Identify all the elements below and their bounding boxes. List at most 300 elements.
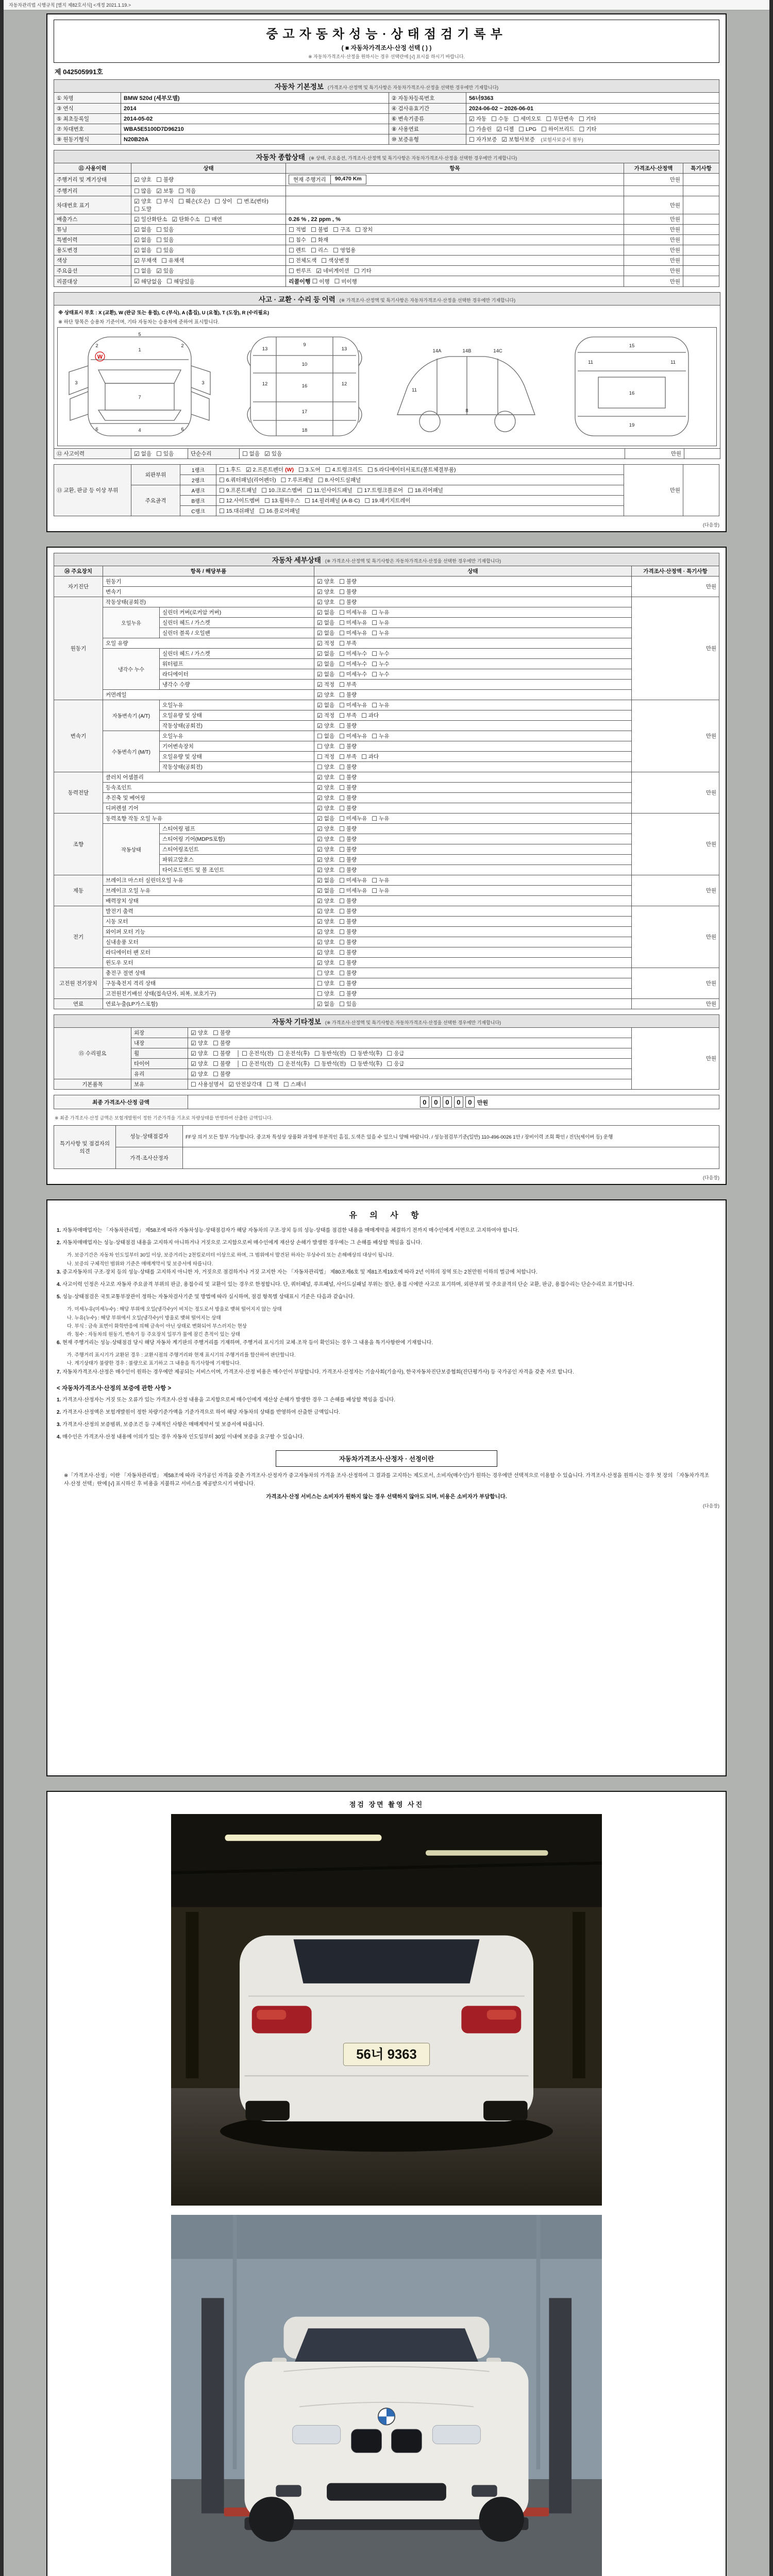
checkbox-icon[interactable]: ☑: [317, 959, 323, 967]
checkbox-option[interactable]: [213, 1060, 230, 1067]
checkbox-icon[interactable]: ☑: [316, 267, 322, 275]
checkbox-icon[interactable]: ☑: [317, 835, 323, 843]
checkbox-icon[interactable]: ☐: [166, 278, 173, 285]
checkbox-icon[interactable]: ☐: [372, 815, 378, 822]
checkbox-option[interactable]: [317, 598, 334, 606]
checkbox-option[interactable]: [316, 267, 349, 275]
checkbox-option[interactable]: [339, 722, 357, 730]
checkbox-option[interactable]: [339, 753, 357, 760]
checkbox-option[interactable]: [339, 773, 357, 781]
checkbox-icon[interactable]: ☑: [317, 918, 323, 925]
checkbox-option[interactable]: [161, 257, 184, 264]
checkbox-icon[interactable]: ☐: [518, 125, 525, 133]
checkbox-option[interactable]: [339, 701, 367, 709]
checkbox-option[interactable]: [219, 497, 260, 504]
checkbox-icon[interactable]: ☑: [156, 267, 162, 275]
checkbox-icon[interactable]: ☐: [333, 226, 339, 233]
checkbox-option[interactable]: [317, 928, 334, 936]
checkbox-option[interactable]: [339, 742, 357, 750]
checkbox-icon[interactable]: ☑: [317, 650, 323, 657]
checkbox-icon[interactable]: ☐: [213, 1060, 219, 1067]
checkbox-option[interactable]: [213, 1039, 230, 1047]
checkbox-icon[interactable]: ☑: [317, 701, 323, 709]
checkbox-option[interactable]: [172, 215, 199, 223]
checkbox-option[interactable]: [311, 236, 328, 244]
checkbox-icon[interactable]: ☑: [317, 804, 323, 812]
checkbox-option[interactable]: [317, 815, 334, 822]
checkbox-option[interactable]: [156, 187, 174, 195]
checkbox-option[interactable]: [278, 1060, 309, 1067]
checkbox-option[interactable]: [134, 187, 152, 195]
checkbox-icon[interactable]: ☑: [317, 938, 323, 946]
checkbox-icon[interactable]: ☑: [172, 215, 178, 223]
checkbox-icon[interactable]: ☑: [134, 176, 140, 183]
checkbox-option[interactable]: [317, 701, 334, 709]
checkbox-icon[interactable]: ☐: [339, 835, 345, 843]
checkbox-icon[interactable]: ☑: [317, 691, 323, 699]
checkbox-icon[interactable]: ☐: [339, 670, 345, 678]
checkbox-option[interactable]: [261, 486, 302, 494]
checkbox-option[interactable]: [469, 115, 486, 123]
checkbox-option[interactable]: [317, 670, 334, 678]
checkbox-icon[interactable]: ☐: [259, 507, 265, 515]
checkbox-option[interactable]: [339, 835, 357, 843]
checkbox-option[interactable]: [213, 1029, 230, 1037]
checkbox-option[interactable]: [339, 804, 357, 812]
checkbox-icon[interactable]: ☐: [317, 763, 323, 771]
checkbox-option[interactable]: [364, 497, 410, 504]
checkbox-icon[interactable]: ☐: [339, 897, 345, 905]
checkbox-icon[interactable]: ☐: [372, 619, 378, 626]
checkbox-icon[interactable]: ☑: [317, 608, 323, 616]
checkbox-option[interactable]: [372, 815, 389, 822]
checkbox-option[interactable]: [317, 763, 334, 771]
checkbox-option[interactable]: [317, 959, 334, 967]
checkbox-option[interactable]: [333, 246, 356, 254]
checkbox-option[interactable]: [317, 722, 334, 730]
checkbox-option[interactable]: [283, 1080, 306, 1088]
checkbox-icon[interactable]: ☑: [134, 246, 140, 254]
checkbox-icon[interactable]: ☐: [280, 476, 287, 484]
checkbox-option[interactable]: [191, 1060, 208, 1067]
checkbox-option[interactable]: [134, 197, 152, 205]
checkbox-icon[interactable]: ☐: [339, 959, 345, 967]
checkbox-icon[interactable]: ☐: [546, 115, 552, 123]
checkbox-icon[interactable]: ☑: [317, 722, 323, 730]
checkbox-icon[interactable]: ☐: [350, 1049, 356, 1057]
checkbox-icon[interactable]: ☐: [242, 1049, 247, 1057]
checkbox-icon[interactable]: ☐: [339, 742, 345, 750]
checkbox-icon[interactable]: ☐: [339, 639, 345, 647]
checkbox-icon[interactable]: ☐: [339, 629, 345, 637]
checkbox-icon[interactable]: ☐: [372, 887, 378, 894]
checkbox-icon[interactable]: ☐: [213, 1039, 219, 1047]
checkbox-option[interactable]: [213, 1070, 230, 1078]
checkbox-option[interactable]: [317, 588, 334, 596]
checkbox-icon[interactable]: ☐: [219, 466, 225, 473]
checkbox-option[interactable]: [278, 1049, 309, 1057]
checkbox-icon[interactable]: ☐: [298, 466, 304, 473]
checkbox-icon[interactable]: ☐: [339, 928, 345, 936]
checkbox-icon[interactable]: ☐: [339, 773, 345, 781]
checkbox-icon[interactable]: ☐: [339, 753, 345, 760]
checkbox-icon[interactable]: ☐: [314, 1049, 320, 1057]
checkbox-option[interactable]: [205, 215, 222, 223]
checkbox-icon[interactable]: ☑: [134, 257, 140, 264]
checkbox-icon[interactable]: ☐: [339, 701, 345, 709]
checkbox-icon[interactable]: ☑: [317, 794, 323, 802]
checkbox-option[interactable]: [339, 897, 357, 905]
checkbox-icon[interactable]: ☐: [339, 845, 345, 853]
checkbox-icon[interactable]: ☑: [156, 187, 162, 195]
checkbox-option[interactable]: [191, 1070, 208, 1078]
checkbox-icon[interactable]: ☐: [325, 466, 331, 473]
checkbox-option[interactable]: [317, 639, 334, 647]
checkbox-icon[interactable]: ☐: [156, 226, 162, 233]
checkbox-icon[interactable]: ☐: [334, 278, 340, 285]
checkbox-option[interactable]: [339, 629, 367, 637]
checkbox-icon[interactable]: ☑: [317, 773, 323, 781]
checkbox-icon[interactable]: ☐: [339, 784, 345, 791]
checkbox-option[interactable]: [134, 215, 167, 223]
checkbox-option[interactable]: [317, 784, 334, 791]
checkbox-icon[interactable]: ☑: [317, 897, 323, 905]
checkbox-icon[interactable]: ☐: [305, 497, 310, 504]
checkbox-option[interactable]: [339, 825, 357, 833]
checkbox-option[interactable]: [372, 701, 389, 709]
checkbox-icon[interactable]: ☐: [321, 257, 327, 264]
checkbox-option[interactable]: [339, 938, 357, 946]
checkbox-option[interactable]: [367, 466, 456, 473]
checkbox-option[interactable]: [350, 1049, 382, 1057]
checkbox-icon[interactable]: ☐: [386, 1060, 393, 1067]
checkbox-option[interactable]: [191, 1039, 208, 1047]
checkbox-option[interactable]: [325, 466, 363, 473]
checkbox-icon[interactable]: ☐: [289, 257, 294, 264]
checkbox-option[interactable]: [134, 267, 152, 275]
checkbox-option[interactable]: [246, 466, 294, 473]
checkbox-option[interactable]: [339, 959, 357, 967]
checkbox-option[interactable]: [372, 670, 389, 678]
checkbox-icon[interactable]: ☐: [134, 187, 140, 195]
checkbox-icon[interactable]: ☐: [311, 236, 316, 244]
checkbox-option[interactable]: [134, 278, 162, 285]
checkbox-option[interactable]: [339, 660, 367, 668]
checkbox-icon[interactable]: ☐: [469, 135, 475, 143]
checkbox-icon[interactable]: ☐: [372, 608, 378, 616]
checkbox-icon[interactable]: ☑: [317, 825, 323, 833]
checkbox-option[interactable]: [334, 278, 357, 285]
checkbox-icon[interactable]: ☑: [317, 711, 323, 719]
checkbox-option[interactable]: [339, 1000, 357, 1008]
checkbox-icon[interactable]: ☑: [228, 1080, 234, 1088]
checkbox-icon[interactable]: ☑: [317, 948, 323, 956]
checkbox-icon[interactable]: ☑: [317, 815, 323, 822]
checkbox-option[interactable]: [317, 578, 334, 585]
checkbox-icon[interactable]: ☐: [339, 681, 345, 688]
checkbox-option[interactable]: [156, 450, 174, 457]
checkbox-option[interactable]: [339, 670, 367, 678]
checkbox-option[interactable]: [317, 990, 334, 997]
checkbox-option[interactable]: [317, 732, 334, 740]
checkbox-icon[interactable]: ☑: [317, 784, 323, 791]
checkbox-option[interactable]: [317, 969, 334, 977]
checkbox-option[interactable]: [361, 753, 379, 760]
checkbox-icon[interactable]: ☑: [317, 639, 323, 647]
checkbox-icon[interactable]: ☐: [317, 742, 323, 750]
checkbox-option[interactable]: [317, 691, 334, 699]
checkbox-icon[interactable]: ☐: [204, 215, 210, 223]
checkbox-option[interactable]: [317, 866, 334, 874]
checkbox-option[interactable]: [372, 629, 389, 637]
checkbox-icon[interactable]: ☐: [289, 267, 294, 275]
checkbox-icon[interactable]: ☐: [339, 938, 345, 946]
checkbox-icon[interactable]: ☐: [242, 1060, 247, 1067]
checkbox-option[interactable]: [317, 918, 334, 925]
checkbox-icon[interactable]: ☐: [372, 732, 378, 740]
checkbox-option[interactable]: [387, 1060, 405, 1067]
checkbox-icon[interactable]: ☐: [339, 856, 345, 863]
checkbox-option[interactable]: [339, 794, 357, 802]
checkbox-option[interactable]: [339, 918, 357, 925]
checkbox-icon[interactable]: ☑: [317, 670, 323, 678]
checkbox-option[interactable]: [312, 278, 330, 285]
checkbox-icon[interactable]: ☑: [264, 450, 270, 457]
checkbox-option[interactable]: [317, 825, 334, 833]
checkbox-option[interactable]: [289, 257, 316, 264]
checkbox-option[interactable]: [317, 794, 334, 802]
checkbox-icon[interactable]: ☑: [317, 866, 323, 874]
checkbox-option[interactable]: [339, 784, 357, 791]
checkbox-icon[interactable]: ☐: [513, 115, 519, 123]
checkbox-option[interactable]: [317, 845, 334, 853]
checkbox-option[interactable]: [281, 476, 313, 484]
checkbox-icon[interactable]: ☑: [317, 876, 323, 884]
checkbox-icon[interactable]: ☐: [372, 629, 378, 637]
checkbox-option[interactable]: [339, 711, 357, 719]
checkbox-option[interactable]: [491, 115, 509, 123]
checkbox-option[interactable]: [496, 125, 514, 133]
checkbox-option[interactable]: [264, 450, 282, 457]
checkbox-option[interactable]: [156, 226, 174, 233]
checkbox-icon[interactable]: ☐: [339, 763, 345, 771]
checkbox-icon[interactable]: ☑: [191, 1039, 196, 1047]
checkbox-option[interactable]: [317, 660, 334, 668]
checkbox-icon[interactable]: ☐: [339, 990, 345, 997]
checkbox-icon[interactable]: ☐: [339, 711, 345, 719]
checkbox-icon[interactable]: ☑: [501, 135, 508, 143]
checkbox-option[interactable]: [314, 1049, 346, 1057]
checkbox-option[interactable]: [317, 804, 334, 812]
checkbox-icon[interactable]: ☐: [339, 866, 345, 874]
checkbox-option[interactable]: [314, 1060, 346, 1067]
checkbox-icon[interactable]: ☐: [339, 722, 345, 730]
checkbox-option[interactable]: [242, 1060, 273, 1067]
checkbox-icon[interactable]: ☐: [339, 876, 345, 884]
checkbox-icon[interactable]: ☐: [339, 650, 345, 657]
checkbox-option[interactable]: [317, 681, 334, 688]
checkbox-icon[interactable]: ☐: [339, 608, 345, 616]
checkbox-icon[interactable]: ☐: [339, 1000, 345, 1008]
checkbox-option[interactable]: [156, 267, 174, 275]
checkbox-option[interactable]: [178, 197, 210, 205]
checkbox-option[interactable]: [134, 226, 152, 233]
checkbox-option[interactable]: [541, 125, 574, 133]
checkbox-icon[interactable]: ☐: [214, 197, 221, 205]
checkbox-option[interactable]: [387, 1049, 405, 1057]
checkbox-icon[interactable]: ☑: [317, 598, 323, 606]
checkbox-icon[interactable]: ☐: [317, 990, 323, 997]
checkbox-option[interactable]: [339, 948, 357, 956]
checkbox-icon[interactable]: ☐: [156, 197, 162, 205]
checkbox-icon[interactable]: ☐: [317, 753, 323, 760]
checkbox-icon[interactable]: ☐: [372, 701, 378, 709]
checkbox-icon[interactable]: ☑: [134, 236, 140, 244]
checkbox-option[interactable]: [134, 176, 152, 183]
checkbox-icon[interactable]: ☐: [311, 246, 316, 254]
checkbox-option[interactable]: [242, 450, 260, 457]
checkbox-option[interactable]: [339, 691, 357, 699]
checkbox-icon[interactable]: ☐: [264, 497, 270, 504]
checkbox-icon[interactable]: ☐: [219, 476, 225, 484]
checkbox-icon[interactable]: ☐: [178, 187, 184, 195]
checkbox-option[interactable]: [317, 711, 334, 719]
checkbox-option[interactable]: [579, 125, 597, 133]
checkbox-option[interactable]: [372, 619, 389, 626]
checkbox-option[interactable]: [339, 969, 357, 977]
checkbox-icon[interactable]: ☑: [317, 660, 323, 668]
checkbox-option[interactable]: [333, 226, 350, 233]
checkbox-icon[interactable]: ☐: [134, 205, 140, 213]
checkbox-option[interactable]: [317, 753, 334, 760]
checkbox-option[interactable]: [191, 1029, 208, 1037]
checkbox-icon[interactable]: ☐: [219, 497, 225, 504]
checkbox-icon[interactable]: ☑: [317, 907, 323, 915]
checkbox-option[interactable]: [339, 866, 357, 874]
checkbox-icon[interactable]: ☐: [156, 450, 162, 457]
checkbox-icon[interactable]: ☐: [339, 815, 345, 822]
checkbox-icon[interactable]: ☐: [578, 115, 584, 123]
checkbox-icon[interactable]: ☐: [350, 1060, 356, 1067]
checkbox-option[interactable]: [339, 639, 357, 647]
checkbox-icon[interactable]: ☐: [367, 466, 373, 473]
checkbox-option[interactable]: [242, 1049, 273, 1057]
checkbox-option[interactable]: [317, 856, 334, 863]
checkbox-option[interactable]: [317, 773, 334, 781]
checkbox-icon[interactable]: ☑: [191, 1049, 196, 1057]
checkbox-option[interactable]: [178, 187, 196, 195]
checkbox-option[interactable]: [339, 608, 367, 616]
checkbox-icon[interactable]: ☐: [357, 486, 363, 494]
checkbox-option[interactable]: [317, 948, 334, 956]
checkbox-option[interactable]: [191, 1049, 208, 1057]
checkbox-option[interactable]: [317, 938, 334, 946]
checkbox-option[interactable]: [339, 928, 357, 936]
checkbox-option[interactable]: [134, 236, 152, 244]
checkbox-icon[interactable]: ☐: [339, 691, 345, 699]
checkbox-option[interactable]: [579, 115, 596, 123]
checkbox-icon[interactable]: ☐: [317, 732, 323, 740]
checkbox-option[interactable]: [408, 486, 443, 494]
checkbox-icon[interactable]: ☐: [156, 236, 162, 244]
checkbox-option[interactable]: [317, 907, 334, 915]
checkbox-icon[interactable]: ☑: [317, 1000, 323, 1008]
checkbox-option[interactable]: [372, 608, 389, 616]
checkbox-option[interactable]: [355, 226, 373, 233]
checkbox-icon[interactable]: ☐: [491, 115, 497, 123]
checkbox-icon[interactable]: ☐: [579, 125, 585, 133]
checkbox-icon[interactable]: ☐: [261, 486, 267, 494]
checkbox-icon[interactable]: ☐: [339, 588, 345, 596]
checkbox-option[interactable]: [372, 876, 389, 884]
checkbox-icon[interactable]: ☐: [156, 176, 162, 183]
checkbox-icon[interactable]: ☐: [408, 486, 413, 494]
checkbox-icon[interactable]: ☐: [361, 753, 367, 760]
checkbox-option[interactable]: [372, 887, 389, 894]
checkbox-option[interactable]: [219, 507, 255, 515]
checkbox-icon[interactable]: ☑: [191, 1029, 196, 1037]
checkbox-option[interactable]: [318, 476, 361, 484]
checkbox-option[interactable]: [339, 979, 357, 987]
checkbox-icon[interactable]: ☐: [339, 969, 345, 977]
checkbox-icon[interactable]: ☐: [307, 486, 313, 494]
checkbox-icon[interactable]: ☐: [469, 125, 475, 133]
checkbox-icon[interactable]: ☐: [178, 197, 184, 205]
checkbox-icon[interactable]: ☐: [237, 197, 243, 205]
checkbox-option[interactable]: [317, 835, 334, 843]
price-survey-select[interactable]: ( ■ 자동차가격조사·산정 선택 ( ) ): [341, 44, 432, 52]
checkbox-icon[interactable]: ☐: [339, 660, 345, 668]
checkbox-option[interactable]: [372, 660, 389, 668]
checkbox-icon[interactable]: ☐: [191, 1080, 196, 1088]
checkbox-option[interactable]: [317, 650, 334, 657]
checkbox-icon[interactable]: ☐: [339, 887, 345, 894]
checkbox-option[interactable]: [264, 497, 300, 504]
checkbox-icon[interactable]: ☐: [213, 1049, 219, 1057]
checkbox-option[interactable]: [237, 197, 268, 205]
checkbox-option[interactable]: [339, 598, 357, 606]
checkbox-icon[interactable]: ☐: [339, 578, 345, 585]
checkbox-icon[interactable]: ☐: [219, 507, 225, 515]
checkbox-icon[interactable]: ☑: [191, 1070, 196, 1078]
checkbox-option[interactable]: [317, 887, 334, 894]
checkbox-icon[interactable]: ☐: [213, 1029, 219, 1037]
checkbox-option[interactable]: [317, 619, 334, 626]
checkbox-icon[interactable]: ☐: [339, 907, 345, 915]
checkbox-option[interactable]: [339, 588, 357, 596]
checkbox-icon[interactable]: ☐: [289, 226, 294, 233]
checkbox-option[interactable]: [305, 497, 360, 504]
checkbox-icon[interactable]: ☐: [372, 670, 378, 678]
checkbox-option[interactable]: [259, 507, 300, 515]
checkbox-option[interactable]: [339, 650, 367, 657]
checkbox-option[interactable]: [339, 619, 367, 626]
checkbox-option[interactable]: [361, 711, 379, 719]
checkbox-option[interactable]: [339, 907, 357, 915]
checkbox-option[interactable]: [289, 236, 306, 244]
checkbox-icon[interactable]: ☐: [242, 450, 248, 457]
checkbox-icon[interactable]: ☑: [317, 588, 323, 596]
checkbox-option[interactable]: [219, 466, 241, 473]
checkbox-icon[interactable]: ☐: [339, 619, 345, 626]
checkbox-option[interactable]: [289, 267, 311, 275]
checkbox-icon[interactable]: ☐: [541, 125, 547, 133]
checkbox-option[interactable]: [311, 246, 328, 254]
checkbox-icon[interactable]: ☐: [339, 598, 345, 606]
checkbox-icon[interactable]: ☐: [311, 226, 316, 233]
checkbox-option[interactable]: [156, 236, 174, 244]
checkbox-icon[interactable]: ☐: [317, 969, 323, 977]
